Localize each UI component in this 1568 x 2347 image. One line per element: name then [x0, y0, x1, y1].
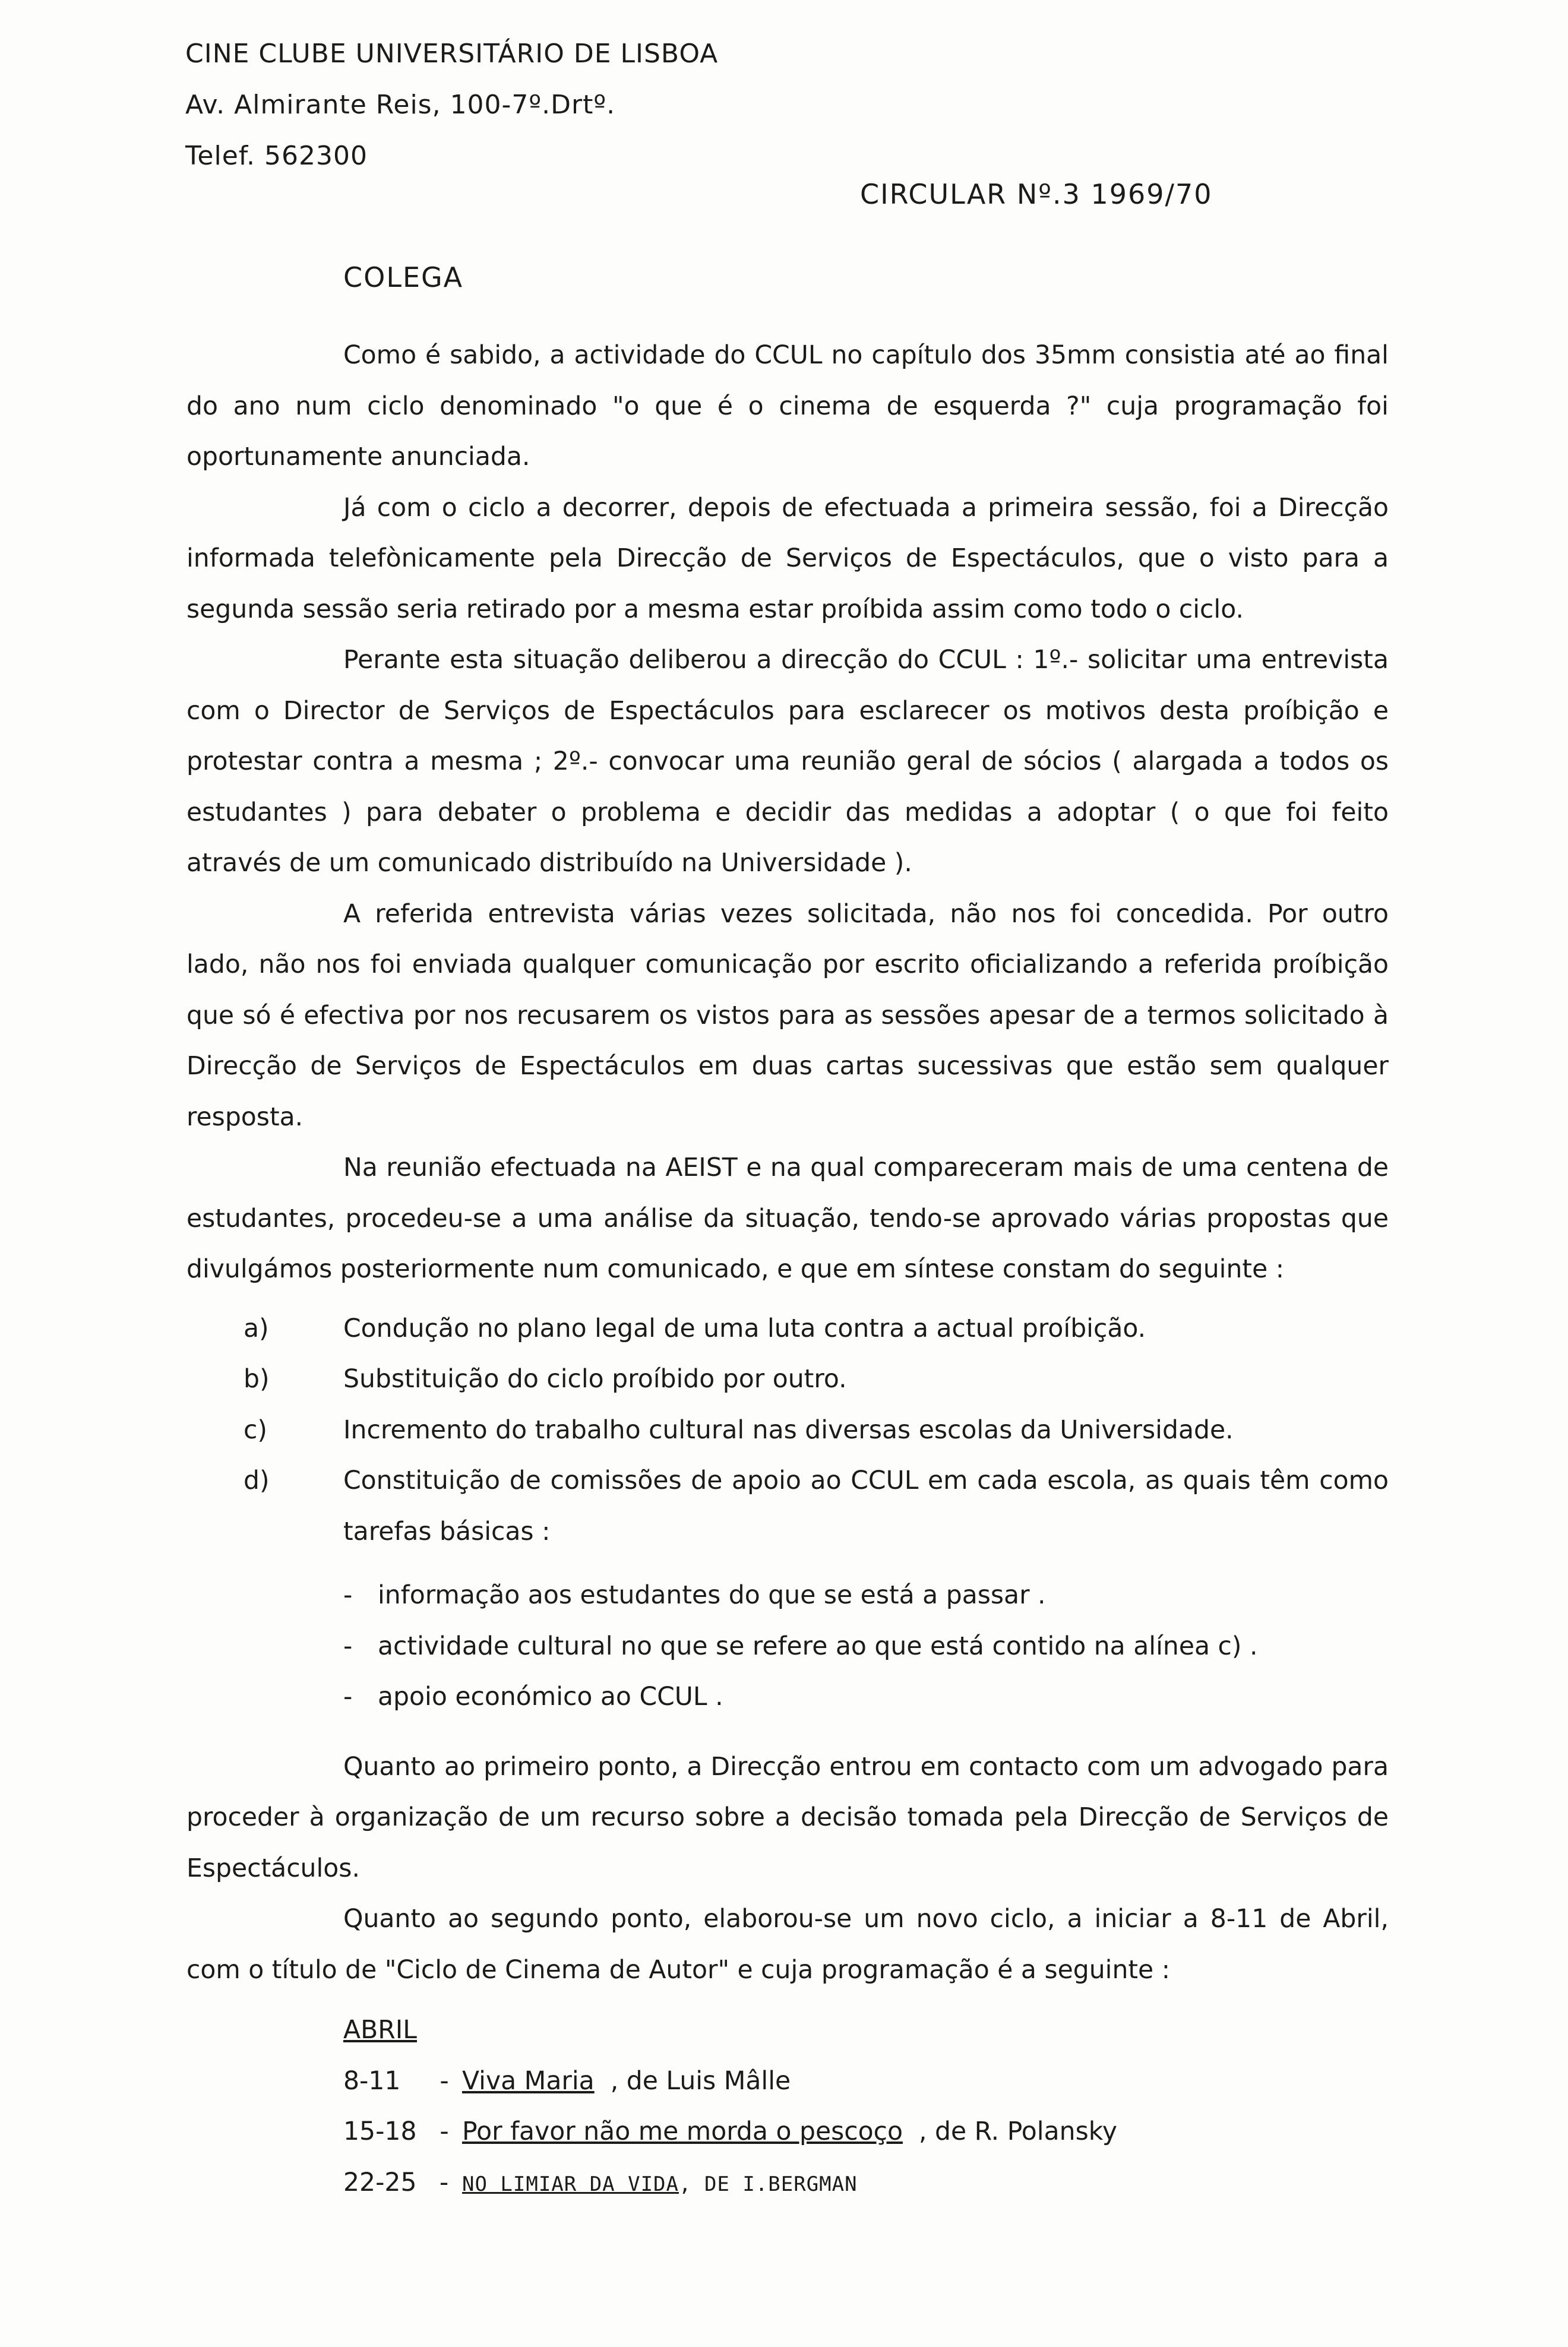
programme-film-title: Por favor não me morda o pescoço: [462, 2117, 903, 2146]
list-item-text: Incremento do trabalho cultural nas diversas escolas da Universidade.: [343, 1415, 1234, 1445]
list-item-text: Constituição de comissões de apoio ao CCUL em cada escola, as quais têm como tarefas básicas :: [343, 1466, 1389, 1546]
programme-sep: -: [440, 2117, 449, 2146]
list-item-letter: c): [244, 1415, 267, 1445]
tasks-list: [343, 1570, 1389, 1723]
list-item: [186, 1405, 1389, 1456]
list-item: [186, 1354, 1389, 1405]
programme-director: , DE I.BERGMAN: [679, 2172, 858, 2196]
programme-director: , de R. Polansky: [919, 2117, 1117, 2146]
list-item-letter: a): [244, 1314, 269, 1343]
paragraph-1: Como é sabido, a actividade do CCUL no capítulo dos 35mm consistia até ao final do ano num ciclo denominado "o que é o cinema de esquerda ?" cuja programação foi oportunamente anunciada.: [186, 341, 1389, 472]
paragraph-2: Já com o ciclo a decorrer, depois de efectuada a primeira sessão, foi a Direcção informada telefònicamente pela Direcção de Serviços de Espectáculos, que o visto para a segunda sessão seria retirado por a mesma estar proíbida assim como todo o ciclo.: [186, 493, 1389, 624]
list-item: [186, 1456, 1389, 1557]
task-text: apoio económico ao CCUL .: [378, 1682, 723, 1712]
paragraph-4: A referida entrevista várias vezes solicitada, não nos foi concedida. Por outro lado, não nos foi enviada qualquer comunicação por escrito oficializando a referida proíbição que só é efectiva por nos recusarem os vistos para as sessões apesar de a termos solicitado à Direcção de Serviços de Espectáculos em duas cartas sucessivas que estão sem qualquer resposta.: [186, 899, 1389, 1132]
paragraph-5: Na reunião efectuada na AEIST e na qual compareceram mais de uma centena de estudantes, procedeu-se a uma análise da situação, tendo-se aprovado várias propostas que divulgámos posteriormente num comunicado, e que em síntese constam do seguinte :: [186, 1153, 1389, 1284]
paragraph-6: Quanto ao primeiro ponto, a Direcção entrou em contacto com um advogado para proceder à organização de um recurso sobre a decisão tomada pela Direcção de Serviços de Espectáculos.: [186, 1752, 1389, 1883]
letter-body: [186, 330, 1389, 2210]
programme-entry: [343, 2056, 1389, 2107]
letterhead: [185, 29, 718, 182]
letterhead-org-name: CINE CLUBE UNIVERSITÁRIO DE LISBOA: [185, 39, 719, 69]
task-item: [343, 1621, 1389, 1672]
list-item-letter: b): [244, 1365, 270, 1394]
paragraph-3: Perante esta situação deliberou a direcção do CCUL : 1º.- solicitar uma entrevista com o Director de Serviços de Espectáculos para esclarecer os motivos desta proíbição e protestar contra a mesma ; 2º.- convocar uma reunião geral de sócios ( alargada a todos os estudantes ) para debater o problema e decidir das medidas a adoptar ( o que foi feito através de um comunicado distribuído na Universidade ).: [186, 646, 1389, 878]
letterhead-phone: Telef. 562300: [185, 141, 368, 171]
task-text: actividade cultural no que se refere ao que está contido na alínea c) .: [378, 1631, 1258, 1661]
task-text: informação aos estudantes do que se está a passar .: [378, 1581, 1046, 1610]
programme-date: 8-11: [343, 2066, 401, 2096]
programme-film-title: NO LIMIAR DA VIDA: [462, 2172, 679, 2196]
programme-date: 15-18: [343, 2117, 417, 2146]
list-item-text: Condução no plano legal de uma luta contra a actual proíbição.: [343, 1314, 1146, 1343]
greeting: COLEGA: [343, 261, 464, 293]
paragraph-7: Quanto ao segundo ponto, elaborou-se um novo ciclo, a iniciar a 8-11 de Abril, com o título de "Ciclo de Cinema de Autor" e cuja programação é a seguinte :: [186, 1905, 1389, 1985]
letterhead-address: Av. Almirante Reis, 100-7º.Drtº.: [185, 90, 616, 120]
programme-month: ABRIL: [343, 2016, 417, 2045]
programme-sep: -: [440, 2066, 449, 2096]
task-item: [343, 1570, 1389, 1621]
task-dash: -: [343, 1682, 353, 1712]
programme-entry: [343, 2158, 1389, 2210]
task-dash: -: [343, 1581, 353, 1610]
proposals-list: [186, 1304, 1389, 1558]
task-item: [343, 1672, 1389, 1723]
task-dash: -: [343, 1631, 353, 1661]
programme-entry: [343, 2106, 1389, 2158]
programme-date: 22-25: [343, 2168, 417, 2197]
programme-director: , de Luis Mâlle: [610, 2066, 791, 2096]
programme-film-title: Viva Maria: [462, 2066, 595, 2096]
programme-sep: -: [439, 2168, 450, 2197]
circular-number: CIRCULAR Nº.3 1969/70: [860, 178, 1213, 210]
list-item-letter: d): [244, 1466, 270, 1495]
list-item: [186, 1304, 1389, 1355]
list-item-text: Substituição do ciclo proíbido por outro.: [343, 1365, 847, 1394]
